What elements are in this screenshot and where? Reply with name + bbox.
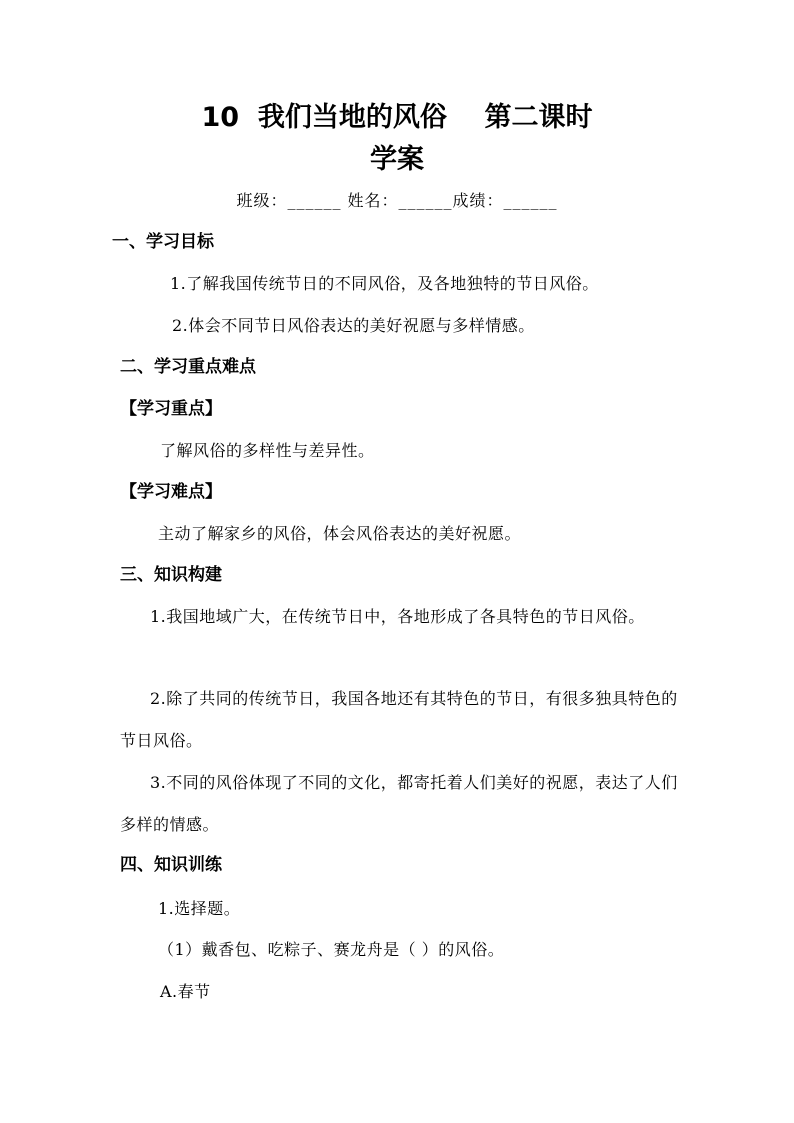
section-heading-key-points: 二、学习重点难点 <box>120 357 256 377</box>
answer-option: A.春节 <box>160 982 211 1001</box>
key-point-text: 了解风俗的多样性与差异性。 <box>160 441 375 460</box>
section-heading-training: 四、知识训练 <box>120 855 222 875</box>
knowledge-item: 2.除了共同的传统节日，我国各地还有其特色的节日，有很多独具特色的节日风俗。 <box>120 689 678 750</box>
student-info-line: 班级：______ 姓名：______成绩：______ <box>236 191 558 210</box>
key-point-label: 【学习重点】 <box>120 399 222 419</box>
objective-item: 1.了解我国传统节日的不同风俗，及各地独特的节日风俗。 <box>170 274 599 293</box>
knowledge-item: 1.我国地域广大，在传统节日中，各地形成了各具特色的节日风俗。 <box>150 607 645 626</box>
question-text: （1）戴香包、吃粽子、赛龙舟是（ ）的风俗。 <box>158 940 505 959</box>
section-heading-knowledge: 三、知识构建 <box>120 565 222 585</box>
section-heading-objectives: 一、学习目标 <box>112 232 214 252</box>
question-type: 1.选择题。 <box>158 899 241 918</box>
knowledge-item: 3.不同的风俗体现了不同的文化，都寄托着人们美好的祝愿，表达了人们多样的情感。 <box>120 773 678 834</box>
objective-item: 2.体会不同节日风俗表达的美好祝愿与多样情感。 <box>172 316 535 335</box>
page-subtitle: 学案 <box>370 144 424 175</box>
page-title: 10 我们当地的风俗 第二课时 <box>201 102 593 133</box>
difficulty-label: 【学习难点】 <box>120 482 222 502</box>
difficulty-text: 主动了解家乡的风俗，体会风俗表达的美好祝愿。 <box>158 524 522 543</box>
